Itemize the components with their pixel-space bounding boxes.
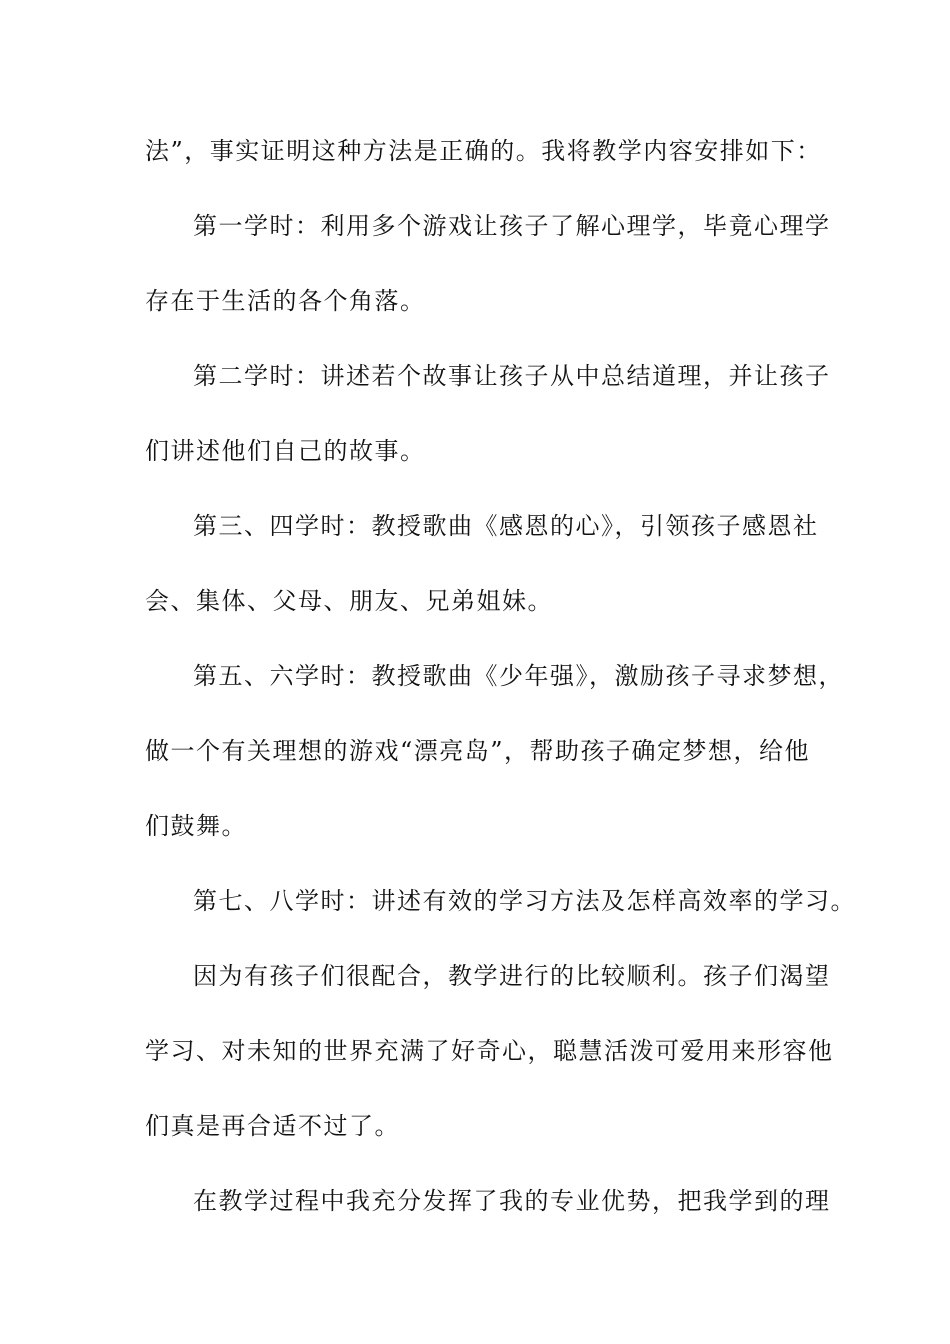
text-line-5: 们讲述他们自己的故事。 [145,437,426,465]
text-line-11: 第七、八学时：讲述有效的学习方法及怎样高效率的学习。 [193,887,856,915]
text-line-15: 在教学过程中我充分发挥了我的专业优势，把我学到的理 [193,1187,831,1215]
text-line-7: 会、集体、父母、朋友、兄弟姐妹。 [145,587,553,615]
text-line-13: 学习、对未知的世界充满了好奇心，聪慧活泼可爱用来形容他 [145,1037,834,1065]
text-line-6: 第三、四学时：教授歌曲《感恩的心》，引领孩子感恩社 [193,512,819,540]
text-line-10: 们鼓舞。 [145,812,247,840]
text-line-4: 第二学时：讲述若个故事让孩子从中总结道理，并让孩子 [193,362,831,390]
text-line-3: 存在于生活的各个角落。 [145,287,426,315]
text-line-8: 第五、六学时：教授歌曲《少年强》，激励孩子寻求梦想， [193,662,844,690]
text-line-12: 因为有孩子们很配合，教学进行的比较顺利。孩子们渴望 [193,962,831,990]
text-line-2: 第一学时：利用多个游戏让孩子了解心理学，毕竟心理学 [193,212,831,240]
text-line-14: 们真是再合适不过了。 [145,1112,400,1140]
text-line-9: 做一个有关理想的游戏“漂亮岛”，帮助孩子确定梦想，给他 [145,737,811,765]
text-line-1: 法”，事实证明这种方法是正确的。我将教学内容安排如下： [145,137,822,165]
